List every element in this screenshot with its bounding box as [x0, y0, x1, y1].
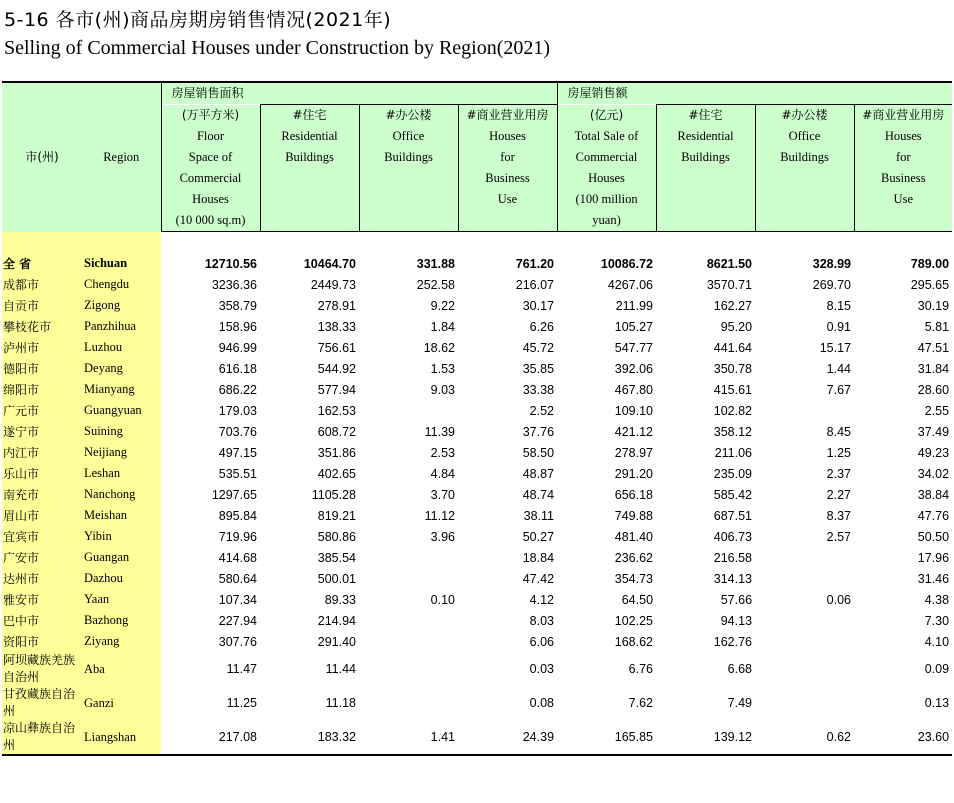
cell-sale-total: 421.12: [614, 424, 654, 439]
cell-sale-off: 1.25: [826, 445, 852, 460]
cell-sale-biz: 0.09: [924, 662, 950, 676]
header-area-biz-line: Business: [458, 168, 557, 189]
cell-area-res: 2449.73: [310, 277, 356, 292]
cell-area-total: 703.76: [218, 424, 257, 439]
row-city-cn: 巴中市: [2, 610, 82, 631]
cell-area-biz: 8.03: [529, 613, 555, 628]
row-city-cn: 攀枝花市: [2, 316, 82, 337]
cell-sale-biz: 17.96: [917, 550, 950, 565]
cell-sale-res: 216.58: [713, 550, 753, 565]
page-title: 5-16 各市(州)商品房期房销售情况(2021年): [4, 9, 392, 31]
header-sale-total-line: (亿元): [557, 105, 656, 127]
cell-area-total: 11.47: [226, 662, 257, 676]
cell-area-total: 3236.36: [211, 277, 257, 292]
cell-area-res: 819.21: [317, 508, 356, 523]
cell-sale-off: 8.15: [826, 298, 852, 313]
cell-area-total: 307.76: [218, 634, 257, 649]
cell-area-res: 385.54: [317, 550, 356, 565]
header-sale-biz-line: Houses: [854, 126, 952, 147]
table-row: [2, 505, 952, 526]
cell-sale-total: 105.27: [614, 319, 654, 334]
header-area-total-line: Space of: [161, 147, 260, 168]
cell-area-total: 107.34: [218, 592, 257, 607]
cell-area-res: 756.61: [317, 340, 356, 355]
cell-sale-total: 236.62: [614, 550, 654, 565]
header-area-biz-line: for: [458, 147, 557, 168]
cell-sale-off: 269.70: [812, 277, 852, 292]
cell-sale-total: 467.80: [614, 382, 654, 397]
cell-sale-res: 8621.50: [706, 256, 753, 271]
cell-sale-res: 57.66: [720, 592, 753, 607]
table-row: [2, 568, 952, 589]
cell-area-biz: 37.76: [522, 424, 555, 439]
header-area-total-line: (10 000 sq.m): [161, 210, 260, 232]
cell-sale-biz: 295.65: [910, 277, 950, 292]
cell-sale-biz: 0.13: [924, 696, 950, 710]
cell-sale-total: 64.50: [621, 592, 654, 607]
table-row: [2, 295, 952, 316]
cell-sale-res: 162.27: [713, 298, 753, 313]
row-region-en: Neijiang: [82, 442, 161, 463]
header-area-total-line: Houses: [161, 189, 260, 210]
cell-area-res: 291.40: [317, 634, 356, 649]
cell-sale-res: 314.13: [713, 571, 753, 586]
cell-sale-biz: 2.55: [924, 403, 950, 418]
cell-sale-biz: 23.60: [854, 720, 952, 755]
header-area-total-line: Floor: [161, 126, 260, 147]
cell-sale-off: 7.67: [826, 382, 852, 397]
cell-sale-total: 10086.72: [600, 256, 654, 271]
cell-sale-total: 291.20: [614, 466, 654, 481]
row-region-en: Leshan: [82, 463, 161, 484]
header-sale-biz-line: for: [854, 147, 952, 168]
row-city-cn: 泸州市: [2, 337, 82, 358]
row-city-cn: 绵阳市: [2, 379, 82, 400]
header-sale-res-line: #住宅: [656, 105, 755, 127]
cell-area-total: 179.03: [218, 403, 257, 418]
cell-area-total: 227.94: [218, 613, 257, 628]
table-row: [2, 379, 952, 400]
cell-area-off: 11.12: [424, 508, 455, 523]
cell-area-res: 544.92: [317, 361, 356, 376]
cell-sale-off: 0.62: [755, 720, 854, 755]
cell-sale-biz: 4.38: [924, 592, 950, 607]
cell-area-res: 278.91: [317, 298, 356, 313]
header-sale-off-line: #办公楼: [755, 105, 854, 127]
header-area-res-line: Buildings: [260, 147, 359, 168]
row-region-en: Meishan: [82, 505, 161, 526]
cell-sale-total: 102.25: [614, 613, 654, 628]
cell-area-biz: 45.72: [522, 340, 555, 355]
cell-area-off: 1.41: [359, 720, 458, 755]
header-sale-total-line: (100 million: [557, 189, 656, 210]
row-region-en: Nanchong: [82, 484, 161, 505]
cell-sale-biz: 50.50: [917, 529, 950, 544]
cell-area-off: 0.10: [430, 592, 455, 607]
cell-area-res: 138.33: [317, 319, 356, 334]
cell-sale-off: [755, 547, 854, 568]
cell-sale-total: 211.99: [615, 298, 654, 313]
cell-sale-res: 7.49: [727, 696, 753, 710]
cell-sale-res: 102.82: [713, 403, 753, 418]
page-subtitle: Selling of Commercial Houses under Construction by Region(2021): [4, 37, 551, 59]
cell-area-res: 500.01: [317, 571, 356, 586]
cell-sale-res: 415.61: [713, 382, 753, 397]
table-row: [2, 274, 952, 295]
header-sale-biz-line: Use: [854, 189, 952, 210]
cell-sale-biz: 31.84: [917, 361, 950, 376]
cell-sale-res: 406.73: [713, 529, 753, 544]
cell-area-res: 580.86: [317, 529, 356, 544]
cell-sale-off: [755, 631, 854, 652]
row-city-cn: 凉山彝族自治州: [2, 720, 82, 755]
cell-sale-off: 15.17: [819, 340, 852, 355]
cell-sale-total: 656.18: [614, 487, 654, 502]
cell-sale-off: 0.91: [826, 319, 852, 334]
row-city-cn: 宜宾市: [2, 526, 82, 547]
row-region-en: Dazhou: [82, 568, 161, 589]
cell-sale-total: 354.73: [614, 571, 654, 586]
cell-area-off: 1.53: [430, 361, 455, 376]
header-sale-total-line: Houses: [557, 168, 656, 189]
cell-area-res: 608.72: [317, 424, 356, 439]
cell-area-biz: 2.52: [529, 403, 555, 418]
cell-sale-res: 350.78: [713, 361, 753, 376]
cell-area-biz: 35.85: [522, 361, 555, 376]
cell-sale-biz: 49.23: [917, 445, 950, 460]
row-region-en: Suining: [82, 421, 161, 442]
cell-area-off: 9.22: [430, 298, 455, 313]
row-city-cn: 成都市: [2, 274, 82, 295]
cell-area-biz: 38.11: [523, 508, 555, 523]
cell-sale-biz: 31.46: [917, 571, 950, 586]
cell-area-res: 162.53: [317, 403, 356, 418]
header-sale-total-line: Total Sale of: [557, 126, 656, 147]
cell-sale-total: 278.97: [614, 445, 654, 460]
table-row: [2, 337, 952, 358]
cell-area-biz: 58.50: [522, 445, 555, 460]
cell-area-off: 3.96: [430, 529, 455, 544]
row-city-cn: 广元市: [2, 400, 82, 421]
table-row: [2, 484, 952, 505]
cell-area-total: 158.96: [218, 319, 257, 334]
cell-sale-biz: 47.76: [917, 508, 950, 523]
cell-area-biz: 48.87: [522, 466, 555, 481]
table-row: [2, 652, 952, 686]
cell-sale-res: 687.51: [713, 508, 753, 523]
cell-area-biz: 33.38: [522, 382, 555, 397]
cell-area-off: 252.58: [416, 277, 455, 292]
table-row: [2, 720, 952, 755]
cell-area-off: 2.53: [430, 445, 455, 460]
cell-area-total: 686.22: [218, 382, 257, 397]
cell-area-res: 351.86: [317, 445, 356, 460]
row-region-en: Mianyang: [82, 379, 161, 400]
table-row: [2, 316, 952, 337]
row-city-cn: 德阳市: [2, 358, 82, 379]
cell-area-off: [359, 652, 458, 686]
cell-sale-total: 168.62: [614, 634, 654, 649]
cell-sale-res: 211.06: [714, 445, 753, 460]
row-region-en: Panzhihua: [82, 316, 161, 337]
cell-area-off: 3.70: [430, 487, 455, 502]
cell-area-biz: 30.17: [522, 298, 555, 313]
cell-sale-off: [755, 610, 854, 631]
row-city-cn: 乐山市: [2, 463, 82, 484]
row-region-en: Liangshan: [82, 720, 161, 755]
cell-sale-off: 8.45: [826, 424, 852, 439]
row-region-en: Guangan: [82, 547, 161, 568]
table-row: [2, 631, 952, 652]
cell-sale-biz: 47.51: [917, 340, 950, 355]
cell-area-biz: 761.20: [515, 256, 555, 271]
cell-sale-biz: 34.02: [917, 466, 950, 481]
cell-area-biz: 48.74: [522, 487, 555, 502]
row-city-cn: 全 省: [2, 253, 82, 274]
row-city-cn: 雅安市: [2, 589, 82, 610]
row-city-cn: 遂宁市: [2, 421, 82, 442]
header-area-group: 房屋销售面积: [161, 82, 557, 105]
row-region-en: Luzhou: [82, 337, 161, 358]
cell-area-res: 1105.28: [311, 487, 356, 502]
cell-area-off: [359, 610, 458, 631]
table-row: [2, 253, 952, 274]
cell-area-total: 1297.65: [211, 487, 257, 502]
cell-sale-total: 4267.06: [607, 277, 654, 292]
table-row: [2, 589, 952, 610]
row-region-en: Zigong: [82, 295, 161, 316]
header-area-biz-line: Use: [458, 189, 557, 210]
row-region-en: Ganzi: [82, 686, 161, 720]
header-area-biz-line: Houses: [458, 126, 557, 147]
row-city-cn: 甘孜藏族自治州: [2, 686, 82, 720]
cell-sale-total: 392.06: [614, 361, 654, 376]
cell-area-off: [359, 631, 458, 652]
table-row: [2, 686, 952, 720]
cell-sale-off: [755, 400, 854, 421]
table-row: [2, 526, 952, 547]
header-area-total-line: (万平方米): [161, 105, 260, 127]
cell-area-off: [359, 400, 458, 421]
table-row: [2, 400, 952, 421]
cell-sale-off: 2.37: [826, 466, 852, 481]
row-city-cn: 内江市: [2, 442, 82, 463]
table-row: [2, 610, 952, 631]
cell-area-off: [359, 568, 458, 589]
row-region-en: Yaan: [82, 589, 161, 610]
cell-area-biz: 0.03: [529, 662, 555, 676]
header-area-res-line: Residential: [260, 126, 359, 147]
cell-area-res: 402.65: [317, 466, 356, 481]
cell-area-total: 217.08: [161, 720, 260, 755]
cell-sale-total: 7.62: [628, 696, 654, 710]
cell-area-off: 1.84: [430, 319, 455, 334]
cell-area-off: [359, 686, 458, 720]
cell-sale-off: [755, 652, 854, 686]
cell-sale-biz: 789.00: [910, 256, 950, 271]
cell-area-total: 414.68: [218, 550, 257, 565]
cell-sale-biz: 30.19: [917, 298, 950, 313]
cell-sale-res: 3570.71: [706, 277, 753, 292]
cell-sale-off: 0.06: [826, 592, 852, 607]
cell-sale-res: 441.64: [713, 340, 753, 355]
header-area-off-line: #办公楼: [359, 105, 458, 127]
header-sale-off-line: Buildings: [755, 147, 854, 168]
header-area-res-line: #住宅: [260, 105, 359, 127]
cell-sale-biz: 37.49: [917, 424, 950, 439]
header-city-cn: 市(州): [2, 82, 82, 232]
cell-area-total: 11.25: [226, 696, 257, 710]
row-city-cn: 达州市: [2, 568, 82, 589]
cell-sale-res: 585.42: [713, 487, 753, 502]
cell-sale-off: [755, 568, 854, 589]
cell-area-off: 4.84: [430, 466, 455, 481]
cell-area-total: 535.51: [218, 466, 257, 481]
cell-sale-biz: 4.10: [924, 634, 950, 649]
header-area-biz-line: #商业营业用房: [458, 105, 557, 127]
header-sale-biz-line: Business: [854, 168, 952, 189]
row-region-en: Sichuan: [82, 253, 161, 274]
cell-sale-total: 481.40: [614, 529, 654, 544]
cell-area-biz: 216.07: [515, 277, 555, 292]
cell-area-res: 11.18: [325, 696, 356, 710]
cell-area-biz: 4.12: [529, 592, 555, 607]
header-sale-res-line: Buildings: [656, 147, 755, 168]
row-city-cn: 眉山市: [2, 505, 82, 526]
cell-area-total: 12710.56: [204, 256, 257, 271]
cell-area-res: 214.94: [317, 613, 356, 628]
cell-area-total: 358.79: [218, 298, 257, 313]
row-region-en: Guangyuan: [82, 400, 161, 421]
cell-sale-total: 6.76: [628, 662, 654, 676]
row-region-en: Deyang: [82, 358, 161, 379]
cell-sale-res: 139.12: [656, 720, 755, 755]
header-area-off-line: Office: [359, 126, 458, 147]
cell-area-biz: 0.08: [529, 696, 555, 710]
cell-area-biz: 6.06: [529, 634, 555, 649]
cell-sale-off: 328.99: [812, 256, 852, 271]
cell-area-res: 11.44: [325, 662, 356, 676]
cell-area-res: 577.94: [317, 382, 356, 397]
row-city-cn: 广安市: [2, 547, 82, 568]
cell-area-off: [359, 547, 458, 568]
cell-sale-off: [755, 686, 854, 720]
table-row: [2, 358, 952, 379]
cell-sale-off: 1.44: [826, 361, 852, 376]
header-region-en: Region: [82, 82, 161, 232]
row-region-en: Bazhong: [82, 610, 161, 631]
table-row: [2, 463, 952, 484]
cell-area-off: 11.39: [424, 424, 455, 439]
cell-area-biz: 18.84: [522, 550, 555, 565]
cell-area-biz: 47.42: [522, 571, 555, 586]
header-sale-total-line: yuan): [557, 210, 656, 232]
cell-sale-total: 165.85: [557, 720, 656, 755]
cell-sale-res: 95.20: [720, 319, 753, 334]
cell-sale-off: 8.37: [826, 508, 852, 523]
cell-area-res: 10464.70: [303, 256, 356, 271]
table-row: [2, 547, 952, 568]
cell-sale-off: 2.27: [826, 487, 852, 502]
row-region-en: Yibin: [82, 526, 161, 547]
cell-area-total: 616.18: [218, 361, 257, 376]
row-city-cn: 资阳市: [2, 631, 82, 652]
cell-sale-res: 6.68: [727, 662, 753, 676]
cell-area-res: 89.33: [324, 592, 356, 607]
cell-sale-res: 162.76: [713, 634, 753, 649]
row-city-cn: 自贡市: [2, 295, 82, 316]
cell-area-biz: 50.27: [522, 529, 555, 544]
table-row: [2, 421, 952, 442]
row-region-en: Aba: [82, 652, 161, 686]
header-sale-off-line: Office: [755, 126, 854, 147]
cell-area-total: 719.96: [218, 529, 257, 544]
cell-sale-biz: 5.81: [924, 319, 950, 334]
cell-area-off: 18.62: [423, 340, 455, 355]
cell-area-off: 9.03: [430, 382, 455, 397]
cell-sale-off: 2.57: [826, 529, 852, 544]
cell-sale-biz: 28.60: [917, 382, 950, 397]
cell-area-total: 895.84: [218, 508, 257, 523]
cell-sale-res: 358.12: [713, 424, 753, 439]
cell-area-total: 946.99: [218, 340, 257, 355]
cell-sale-total: 109.10: [614, 403, 654, 418]
cell-area-total: 497.15: [218, 445, 257, 460]
row-city-cn: 阿坝藏族羌族自治州: [2, 652, 82, 686]
cell-area-biz: 6.26: [529, 319, 555, 334]
cell-area-total: 580.64: [218, 571, 257, 586]
cell-sale-res: 235.09: [713, 466, 753, 481]
row-city-cn: 南充市: [2, 484, 82, 505]
table-header: [2, 82, 952, 232]
header-area-total-line: Commercial: [161, 168, 260, 189]
cell-sale-biz: 7.30: [924, 613, 950, 628]
cell-sale-total: 547.77: [614, 340, 654, 355]
cell-sale-total: 749.88: [614, 508, 654, 523]
cell-area-res: 183.32: [260, 720, 359, 755]
header-sale-group: 房屋销售额: [557, 82, 952, 105]
cell-sale-res: 94.13: [720, 613, 753, 628]
table-body: [2, 232, 952, 756]
header-sale-total-line: Commercial: [557, 147, 656, 168]
header-sale-biz-line: #商业营业用房: [854, 105, 952, 127]
row-region-en: Ziyang: [82, 631, 161, 652]
header-area-off-line: Buildings: [359, 147, 458, 168]
cell-area-biz: 24.39: [458, 720, 557, 755]
row-region-en: Chengdu: [82, 274, 161, 295]
table-row: [2, 442, 952, 463]
cell-area-off: 331.88: [416, 256, 455, 271]
cell-sale-biz: 38.84: [917, 487, 950, 502]
header-sale-res-line: Residential: [656, 126, 755, 147]
sales-table: [2, 81, 952, 756]
